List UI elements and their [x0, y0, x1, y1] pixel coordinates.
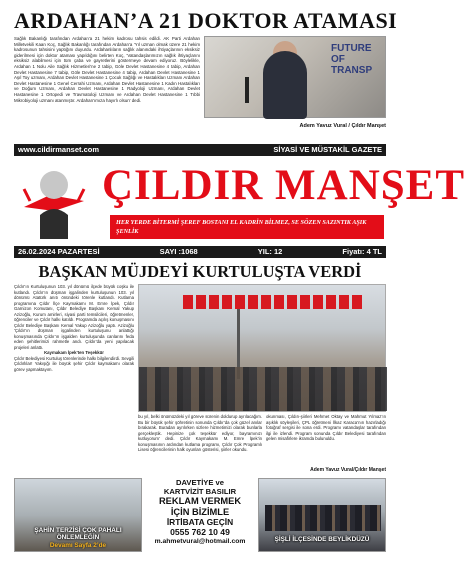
flag-icon — [222, 295, 232, 309]
top-story-photo — [204, 36, 386, 118]
ad-phone[interactable]: 0555 762 10 49 — [170, 527, 230, 537]
top-story-byline: Adem Yavuz Vural / Çıldır Manşet — [299, 123, 386, 129]
flag-icon — [352, 295, 362, 309]
flag-icon — [248, 295, 258, 309]
ad-line-3: REKLAM VERMEK — [158, 496, 242, 506]
masthead — [14, 157, 465, 245]
main-story-col1 — [14, 284, 134, 474]
top-story-body: Sağlık Bakanlığı tarafından Ardahan’a 21 hekim kadrosu tahsis edildi. AK Parti Ardahan Milletvekili Kaan Koç, Sağlık Bakanlığı tarafından Ardahan’a 'Yıl uzman olmak üzere 21 hekim kadrosunun tahsisini yaptığını duyurdu. Ardahanlıların sağlık alanındaki ihtiyaçlarının eksiksiz giderilmesi için doktor ataması yapıldığını belirten Koç, 'Vatandaşlarımızın sağlık ihtiyaçlarını eksiksiz alabilmesi için tüm çaba ve gayretlerini göstermeye devam ediyoruz. Böylelikle, Ardahan 1 Nolu Aile Sağlık Hizmetleri'ne 2 tabip, Göle Devlet Hastanesine 4 tabip, Ardahan Devlet Hastanesine 7 tabip, Göle Devlet Hastanesine 4 tabip, Ardahan Devlet Hastanesine 1 Aşıl Toy uzmanı, Ardahan Devlet Hastanesine 1 Çocuk Sağlığı ve Hastalıkları Uzmanı Ardahan Devlet Hastanesine 1 Genel Cerrahi Uzmanı, Ardahan Devlet Hastanesine 1 Kadın Hastalıkları ve Doğum Uzmanı, Ardahan Devlet Hastanesine 1 Radyoloji Uzmanı, Ardahan Devlet Hastanesine 1 Ortopedi ve Travmatoloji Uzmanı ve Ardahan Devlet Hastanesine 1 Tıbbi Mikrobiyoloji uzmanı atanmıştır. Ardahan’ımıza hayırlı olsun' dedi. — [14, 36, 200, 103]
ad-center[interactable] — [146, 478, 254, 552]
main-story-col1b-text: Çıldır Belediyesi Kurtuluş törenlerinde halkı bilgilendirdi. Sevgili Çıldırlılar! Yakışığı ile büyük şehir Çıldır kaymakamı olarak görev yapmaktayım. — [14, 355, 134, 372]
masthead-title: ÇILDIR MANŞET — [102, 162, 465, 209]
flag-icon — [261, 295, 271, 309]
ad-right[interactable] — [258, 478, 386, 552]
flag-icon — [274, 295, 284, 309]
crowd — [139, 367, 387, 411]
people-group — [265, 505, 381, 531]
ad-line-5: İRTİBATA GEÇİN — [166, 517, 234, 527]
site-bar — [14, 144, 386, 156]
ad-right-caption: ŞİŞLİ İLÇESİNDE BEYLİKDÜZÜ — [274, 536, 370, 543]
ad-line-2: KARTVİZİT BASILIR — [163, 487, 237, 496]
ad-email[interactable]: m.ahmetvural@hotmail.com — [154, 538, 246, 545]
main-story-subheading: Kaymakam İpek’ten Teşekkür — [44, 350, 104, 355]
main-story-byline: Adem Yavuz Vural/Çıldır Manşet — [310, 467, 386, 473]
photo-banner-text: FUTURE OF TRANSP — [331, 43, 373, 76]
microphone-icon — [245, 77, 249, 103]
main-story-col1-text: Çıldır’ın Kurtuluşunun 103. yıl dönümü ilçede büyük coşku ile kutlandı. Çıldır’ın düşman işgalinden kurtuluşunun 103. yıl dönümü Atatürk anıtı önündeki törenle kutlandı. Kutlama programına Çıldır İlçe Kaymakamı M. Emre İpek, Çıldır Garnizon Komutanı, Çıldır Belediye Başkanı Kemal Yakup Azizoğlu, Kurum amirleri, siyasi parti temsilcileri, öğretmenler, öğrenciler ve Çıldır halkı katıldı. Programda açılış konuşmasını Çıldır Belediye Başkanı Kemal Yakup Azizoğlu yaptı. Azizoğlu 'Çıldır’ın düşman işgalinden kurtuluşunu anlattığı konuşmasında Çıldır’ın işgalden kurtuluşunda canlarını feda eden şehitlerimizi rahmetle andı. Çıldır’da yeni yapılacak projeleri anlattı. — [14, 284, 134, 350]
issue-date: 26.02.2024 PAZARTESİ — [18, 247, 100, 256]
flag-row — [183, 295, 373, 311]
flag-icon — [209, 295, 219, 309]
ad-left[interactable] — [14, 478, 142, 552]
main-story-photo — [138, 284, 386, 412]
top-story-headline: ARDAHAN’A 21 DOKTOR ATAMASI — [14, 8, 398, 33]
issue-price: Fiyatı: 4 TL — [342, 247, 382, 256]
ataturk-logo-icon — [20, 161, 88, 239]
flag-icon — [300, 295, 310, 309]
flag-icon — [287, 295, 297, 309]
flag-icon — [183, 295, 193, 309]
ad-left-caption: ŞAHİN TERZİSİ ÇOK PAHALI ÖNLEMLEĞİN — [34, 527, 122, 541]
masthead-slogan: HER YERDE BİTERMİ ŞEREF BOSTANI EL KADRİN BİLMEZ, SE SÖZEN SAZINTIK AŞIK ŞENLİK — [110, 215, 384, 239]
top-story — [14, 36, 386, 136]
flag-icon — [196, 295, 206, 309]
flag-icon — [326, 295, 336, 309]
site-tagline: SİYASİ VE MÜSTAKİL GAZETE — [273, 145, 382, 154]
main-story-col2: bu yıl, belki önümüzdeki yıl göreve sürenin doldurup ayrılacağım. Bu bir büyük şehir şöhretinin sonunda Çıldır’da çok güzel anılar bırakarak. Buradan ayrılırken sizlere hizmetimizi olarak bunlarla gerçekleştik. Hepinize çok teşekkür ediyor, bayramınızı kutluyorum' dedi. Çıldır Kaymakamı M. Emre İpek’in konuşmasının ardından kutlama programı, Çıldır Çok Programlı Lisesi öğrencilerinin halk oyunları gösterisi, şiirler okundu. — [138, 414, 262, 452]
main-story-headline: BAŞKAN MÜJDEYİ KURTULUŞTA VERDİ — [38, 262, 362, 281]
flag-icon — [235, 295, 245, 309]
site-url[interactable]: www.cildirmanset.com — [18, 145, 99, 154]
issue-year: YIL: 12 — [257, 247, 283, 256]
issue-bar — [14, 246, 386, 258]
flag-icon — [313, 295, 323, 309]
flag-icon — [339, 295, 349, 309]
issue-number: SAYI :1068 — [159, 247, 198, 256]
ad-line-1: DAVETİYE ve — [176, 478, 224, 487]
ad-line-4: İÇİN BİZİMLE — [170, 506, 230, 517]
ad-left-caption-2: Devamı Sayfa 2’de — [49, 542, 107, 549]
main-story-col3: okunması, Çıldırı-şiirleri Mehmet Oktay ve Mahmut Yılmaz’ın aşıklık söyleşileri, ÇPL öğretmeni İlkaz Karaca’nın hazırladığı fotoğraf sergisi ile sona erdi. Programı vatandaşlar tarafından ilgi ile izlendi. Program sonunda Çıldır Belediyesi tarafından gelen misafirlere ikramda bulunuldu. — [266, 414, 386, 441]
speaker-figure — [263, 51, 307, 119]
